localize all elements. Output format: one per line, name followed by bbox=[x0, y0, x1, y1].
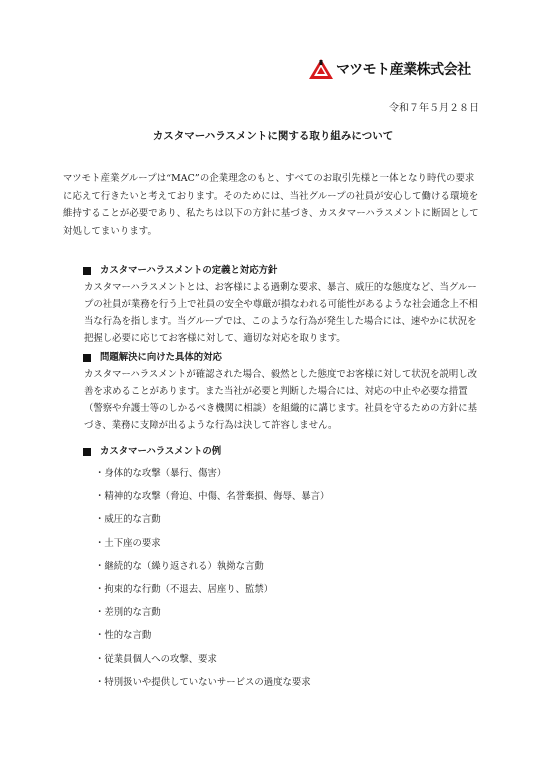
list-item: ・威圧的な言動 bbox=[95, 514, 161, 526]
section-examples bbox=[83, 443, 483, 694]
document-date: 令和７年５月２８日 bbox=[389, 103, 479, 114]
section-response bbox=[83, 349, 483, 434]
list-item: ・拘束的な行動（不退去、居座り、監禁） bbox=[95, 583, 274, 595]
company-logo bbox=[308, 58, 471, 80]
list-item: ・精神的な攻撃（脅迫、中傷、名誉棄損、侮辱、暴言） bbox=[95, 491, 330, 503]
bullet-square-icon bbox=[83, 448, 91, 456]
section-heading bbox=[83, 443, 483, 460]
intro-paragraph: マツモト産業グループは“MAC”の企業理念のもと、すべてのお取引先様と一体となり時代の要求に応えて行きたいと考えております。そのためには、当社グループの社員が安心して働ける環境を維持することが必要であり、私たちは以下の方針に基づき、カスタマーハラスメントに断固として対処してまいります。 bbox=[63, 173, 479, 237]
section-heading bbox=[83, 349, 483, 366]
bullet-square-icon bbox=[83, 354, 91, 362]
section-heading-text: カスタマーハラスメントの例 bbox=[100, 446, 222, 457]
company-logo-mark-icon bbox=[308, 58, 334, 80]
list-item: ・性的な言動 bbox=[95, 630, 152, 642]
list-item: ・土下座の要求 bbox=[95, 537, 161, 549]
examples-list bbox=[83, 462, 483, 694]
company-name: マツモト産業株式会社 bbox=[336, 62, 471, 78]
section-heading-text: カスタマーハラスメントの定義と対応方針 bbox=[100, 265, 278, 276]
list-item: ・従業員個人への攻撃、要求 bbox=[95, 653, 217, 665]
section-body: カスタマーハラスメントが確認された場合、毅然とした態度でお客様に対して状況を説明し改善を求めることがあります。また当社が必要と判断した場合には、対応の中止や必要な措置（警察や弁護士等のしかるべき機関に相談）を組織的に講じます。社員を守るための方針に基づき、業務に支障が出るような行為は決して許容しません。 bbox=[84, 369, 478, 431]
list-item: ・継続的な（繰り返される）執拗な言動 bbox=[95, 560, 264, 572]
section-heading bbox=[83, 262, 483, 279]
section-definition bbox=[83, 262, 483, 347]
list-item: ・差別的な言動 bbox=[95, 607, 161, 619]
list-item: ・身体的な攻撃（暴行、傷害） bbox=[95, 468, 227, 479]
list-item: ・特別扱いや提供していないサービスの過度な要求 bbox=[95, 676, 311, 688]
bullet-square-icon bbox=[83, 267, 91, 275]
section-body: カスタマーハラスメントとは、お客様による過剰な要求、暴言、威圧的な態度など、当グループの社員が業務を行う上で社員の安全や尊厳が損なわれる可能性があるような社会通念上不相当な行為を指します。当グループでは、このような行為が発生した場合には、速やかに状況を把握し必要に応じてお客様に対して、適切な対応を取ります。 bbox=[84, 282, 478, 344]
document-title: カスタマーハラスメントに関する取り組みについて bbox=[152, 130, 394, 142]
section-heading-text: 問題解決に向けた具体的対応 bbox=[100, 352, 222, 363]
